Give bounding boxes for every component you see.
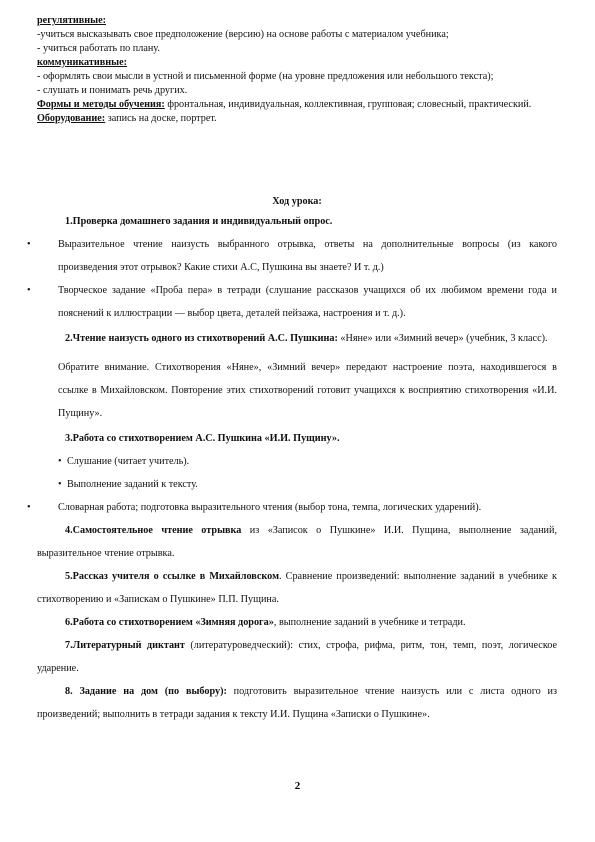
step-1	[37, 210, 557, 233]
forms-text: фронтальная, индивидуальная, коллективная, групповая; словесный, практический.	[164, 99, 532, 110]
bullet-icon: •	[58, 479, 62, 490]
step-text: (литературоведческий): стих, строфа, рифма, ритм, тон, темп, поэт, логическое ударение.	[37, 640, 558, 674]
step-title: Самостоятельное чтение отрывка	[72, 525, 242, 536]
step-number: 8.	[65, 686, 73, 697]
step-5	[37, 565, 557, 611]
bullet-icon: •	[27, 502, 31, 513]
step-number: 2.	[65, 333, 73, 344]
equipment-label: Оборудование:	[37, 113, 106, 124]
sub-item	[37, 450, 557, 473]
page-number: 2	[294, 780, 301, 792]
communicative-line: - оформлять свои мысли в устной и письменной форме (на уровне предложения или небольшого текста);	[37, 71, 494, 82]
forms-paragraph	[37, 98, 557, 112]
step-number: 1.	[65, 216, 73, 227]
step-3	[37, 427, 557, 450]
list-item-text: Словарная работа; подготовка выразительного чтения (выбор тона, темпа, логических ударений).	[58, 502, 482, 513]
step-title: Работа со стихотворением «Зимняя дорога»	[72, 617, 274, 628]
step-4	[37, 519, 557, 565]
list-item	[27, 279, 557, 325]
step-title: Литературный диктант	[72, 640, 185, 651]
step-title: Задание на дом (по выбору):	[72, 686, 227, 697]
step-number: 5.	[65, 571, 73, 582]
step-text: из «Записок о Пушкине» И.И. Пущина, выполнение заданий, выразительное чтение отрывка.	[37, 525, 557, 559]
regulative-label: регулятивные:	[37, 15, 106, 26]
step-title: Рассказ учителя о ссылке в Михайловском	[72, 571, 280, 582]
step-number: 4.	[65, 525, 73, 536]
step-text: . Сравнение произведений: выполнение заданий в учебнике к стихотворению и «Запискам о Пушкине» П.П. Пущина.	[37, 571, 557, 605]
bullet-icon: •	[27, 285, 31, 296]
sub-item-text: Выполнение заданий к тексту.	[67, 479, 198, 490]
forms-label: Формы и методы обучения:	[37, 99, 165, 110]
step-7	[37, 634, 557, 680]
step-title: Проверка домашнего задания и индивидуальный опрос.	[72, 216, 333, 227]
sub-item-text: Слушание (читает учитель).	[67, 456, 190, 467]
step-number: 7.	[65, 640, 73, 651]
list-item-text: Выразительное чтение наизусть выбранного отрывка, ответы на дополнительные вопросы (из какого произведения этот отрывок? Какие стихи А.С, Пушкина вы знаете? И т. д.)	[58, 239, 557, 273]
bullet-icon: •	[58, 456, 62, 467]
bullet-icon: •	[27, 239, 31, 250]
note-paragraph: Обратите внимание. Стихотворения «Няне», «Зимний вечер» передают настроение поэта, находившегося в ссылке в Михайловском. Повторение этих стихотворений готовит учащихся к восприятию стихотворения «И.И. Пущину».	[58, 362, 557, 419]
list-item-text: Творческое задание «Проба пера» в тетради (слушание рассказов учащихся об их любимом времени года и пояснений к иллюстрации — выбор цвета, деталей пейзажа, настроения и т. д.).	[58, 285, 557, 319]
step-text: , выполнение заданий в учебнике и тетради.	[273, 617, 466, 628]
step-number: 6.	[65, 617, 73, 628]
step-2	[37, 327, 557, 350]
step-number: 3.	[65, 433, 73, 444]
lesson-body	[27, 210, 558, 726]
sub-item	[37, 473, 557, 496]
step-text: подготовить выразительное чтение наизусть или с листа одного из произведений; выполнить в тетради задания к тексту И.И. Пущина «Записки о Пушкине».	[37, 686, 557, 720]
step-title: Работа со стихотворением А.С. Пушкина «И.И. Пущину».	[72, 433, 340, 444]
step-6	[37, 611, 557, 634]
regulative-line: - учиться работать по плану.	[37, 43, 160, 54]
communicative-line: - слушать и понимать речь других.	[37, 85, 188, 96]
step-8	[37, 680, 557, 726]
equipment-paragraph	[37, 112, 557, 126]
regulative-line: -учиться высказывать свое предположение (версию) на основе работы с материалом учебника;	[37, 29, 449, 40]
lesson-title: Ход урока:	[272, 196, 322, 207]
communicative-label: коммуникативные:	[37, 57, 128, 68]
equipment-text: запись на доске, портрет.	[105, 113, 217, 124]
step-title: Чтение наизусть одного из стихотворений А.С. Пушкина:	[72, 333, 338, 344]
list-item	[27, 233, 557, 279]
objectives-block	[37, 14, 557, 126]
step-text: «Няне» или «Зимний вечер» (учебник, 3 класс).	[337, 333, 548, 344]
list-item	[27, 496, 557, 519]
